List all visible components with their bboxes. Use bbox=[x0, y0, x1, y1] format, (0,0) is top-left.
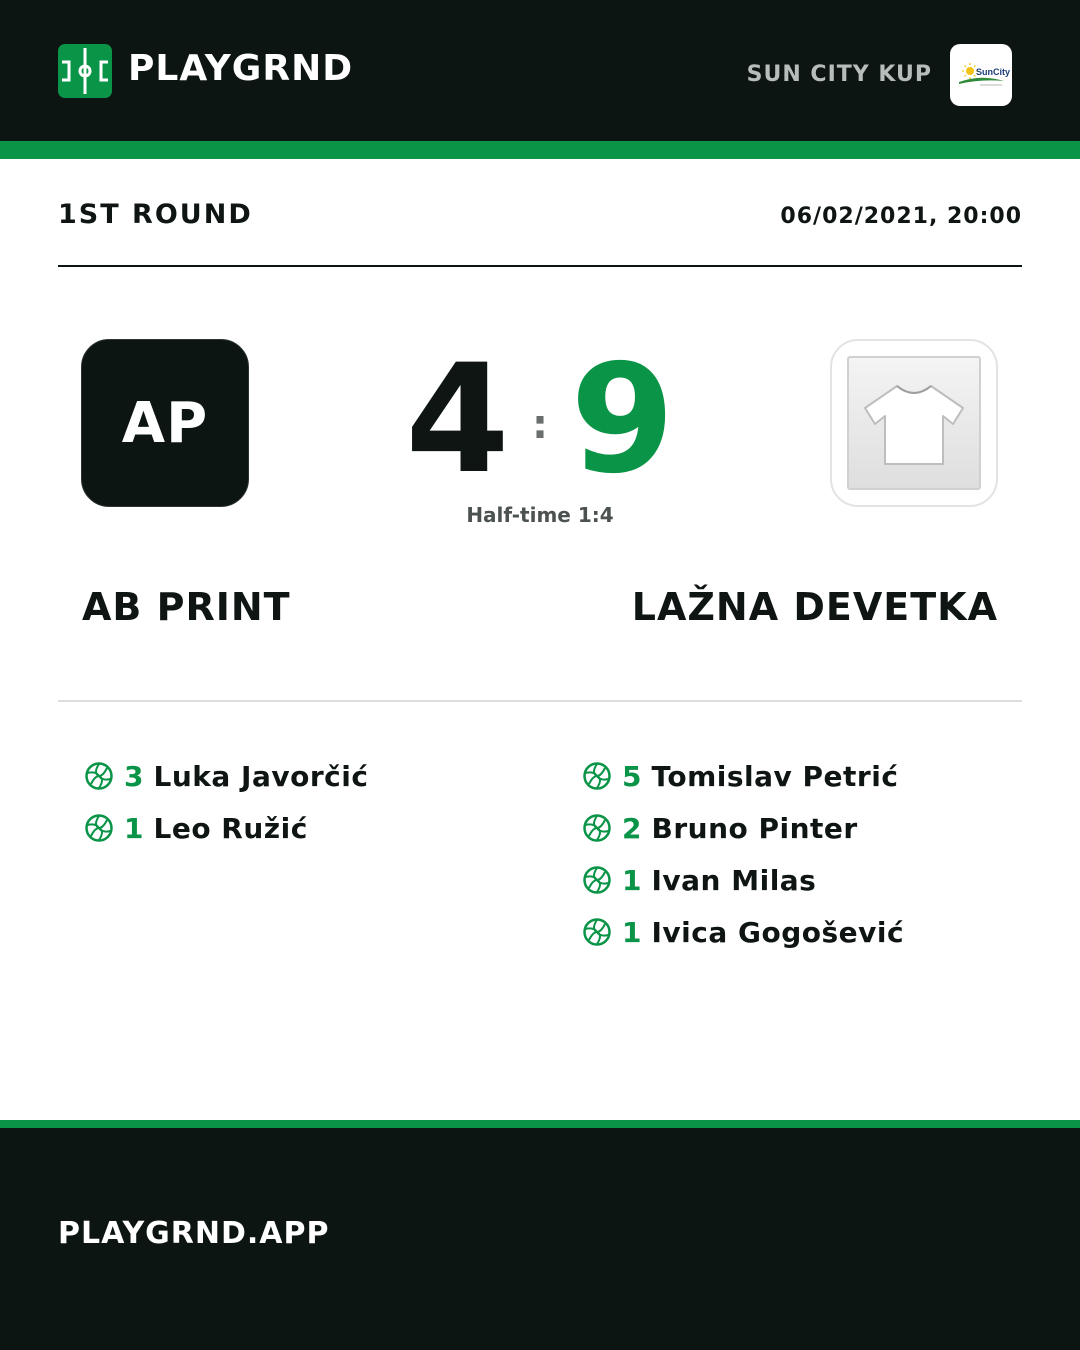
header-accent-stripe bbox=[0, 141, 1080, 159]
footer-url-link[interactable]: PLAYGRND.APP bbox=[58, 1216, 330, 1251]
tournament-logo bbox=[950, 44, 1012, 106]
ball-icon bbox=[84, 761, 114, 791]
away-scorers-list bbox=[582, 750, 1022, 958]
round-label: 1ST ROUND bbox=[58, 199, 253, 230]
ball-icon bbox=[582, 813, 612, 843]
home-team-name[interactable]: AB PRINT bbox=[82, 585, 291, 629]
scorer-goals: 1 bbox=[622, 863, 642, 897]
scorer-item bbox=[582, 906, 1022, 958]
scorer-goals: 1 bbox=[124, 811, 144, 845]
scorer-item bbox=[582, 750, 1022, 802]
scorer-goals: 3 bbox=[124, 759, 144, 793]
scorer-item bbox=[84, 750, 554, 802]
ball-icon bbox=[582, 917, 612, 947]
ball-icon bbox=[84, 813, 114, 843]
home-team-initials: AP bbox=[121, 390, 209, 456]
away-team-badge[interactable] bbox=[830, 339, 998, 507]
scorer-name[interactable]: Bruno Pinter bbox=[651, 811, 858, 845]
ball-icon bbox=[582, 761, 612, 791]
scorer-item bbox=[582, 802, 1022, 854]
scorer-name[interactable]: Luka Javorčić bbox=[153, 759, 369, 793]
divider bbox=[58, 265, 1022, 267]
half-time-score: Half-time 1:4 bbox=[466, 503, 614, 527]
home-scorers-list bbox=[84, 750, 554, 854]
match-datetime: 06/02/2021, 20:00 bbox=[780, 204, 1022, 229]
home-score: 4 bbox=[405, 333, 510, 507]
scorer-goals: 1 bbox=[622, 915, 642, 949]
scorer-name[interactable]: Leo Ružić bbox=[153, 811, 308, 845]
ball-icon bbox=[582, 865, 612, 895]
divider bbox=[58, 700, 1022, 702]
tournament-name: SUN CITY KUP bbox=[746, 62, 932, 87]
scorer-goals: 5 bbox=[622, 759, 642, 793]
away-score: 9 bbox=[570, 333, 675, 507]
scorer-name[interactable]: Ivan Milas bbox=[651, 863, 817, 897]
scorer-name[interactable]: Tomislav Petrić bbox=[651, 759, 899, 793]
scorer-name[interactable]: Ivica Gogošević bbox=[651, 915, 905, 949]
scorer-goals: 2 bbox=[622, 811, 642, 845]
tournament-logo-text: SunCity bbox=[976, 67, 1011, 77]
score-separator: : bbox=[532, 402, 548, 448]
brand-name[interactable]: PLAYGRND bbox=[128, 48, 354, 89]
away-team-name[interactable]: LAŽNA DEVETKA bbox=[631, 585, 998, 629]
footer-accent-stripe bbox=[0, 1120, 1080, 1128]
home-team-badge[interactable] bbox=[81, 339, 249, 507]
scorer-item bbox=[582, 854, 1022, 906]
soccer-field-icon[interactable] bbox=[58, 44, 112, 98]
scorer-item bbox=[84, 802, 554, 854]
jersey-icon bbox=[847, 356, 981, 490]
